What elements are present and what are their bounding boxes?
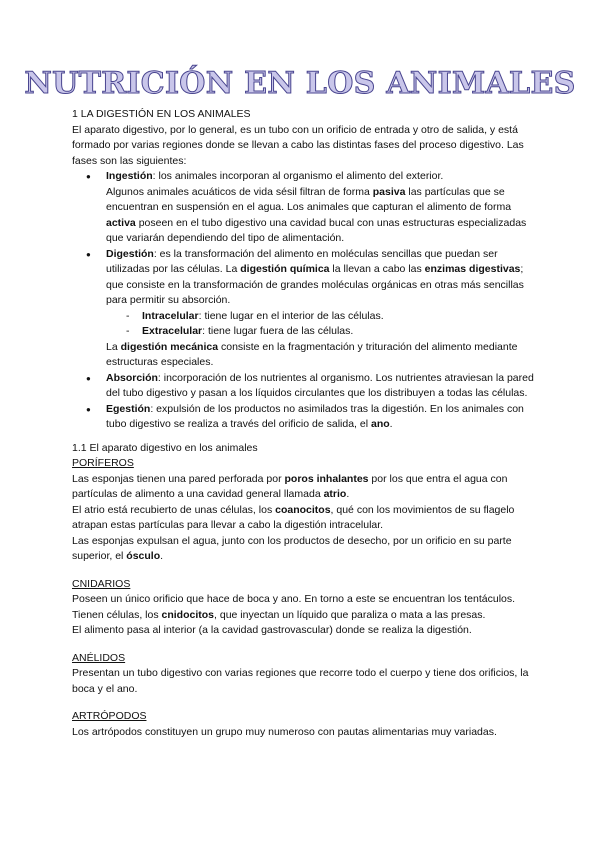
text: Poseen un único orificio que hace de boca y ano. En torno a este se encuentran los tentáculos. Tienen células, los <box>72 593 516 621</box>
cnidarios-paragraph-2: El alimento pasa al interior (a la cavidad gastrovascular) donde se realiza la digestión. <box>72 624 472 636</box>
term: Egestión <box>106 402 151 415</box>
section-heading: 1 LA DIGESTIÓN EN LOS ANIMALES <box>72 108 251 120</box>
text: : expulsión de los productos no asimilados tras la digestión. En los animales con tubo digestivo se realiza a través del orificio de salida, el <box>106 402 524 430</box>
text: , que inyectan un líquido que paraliza o mata a las presas. <box>214 608 486 621</box>
text: : tiene lugar fuera de las células. <box>202 325 354 337</box>
term: poros inhalantes <box>284 472 369 485</box>
subsection-heading: 1.1 El aparato digestivo en los animales <box>72 441 258 454</box>
intro-paragraph: El aparato digestivo, por lo general, es un tubo con un orificio de entrada y otro de salida, y está formado por varias regiones donde se llevan a cabo las distintas fases del proceso digestivo. Las fases son las siguientes: <box>72 123 524 167</box>
artropodos-heading: ARTRÓPODOS <box>72 710 147 722</box>
term: Extracelular <box>142 325 203 337</box>
term: coanocitos <box>275 503 331 516</box>
phase-absorcion <box>106 371 534 402</box>
type-intracelular <box>142 309 534 325</box>
type-extracelular <box>142 324 534 340</box>
text: consiste en la fragmentación y trituración del alimento mediante estructuras especiales. <box>106 340 518 368</box>
phase-egestion <box>106 402 534 433</box>
phase-digestion <box>106 247 534 371</box>
term: digestión química <box>240 263 330 275</box>
text: Las esponjas tienen una pared perforada por <box>72 472 285 485</box>
text: Las esponjas expulsan el agua, junto con los productos de desecho, por un orificio en su parte superior, el <box>72 534 512 562</box>
text: . <box>160 550 164 562</box>
anelidos-paragraph: Presentan un tubo digestivo con varias regiones que recorre todo el cuerpo y tiene dos orificios, la boca y el ano. <box>72 667 529 695</box>
text: las partículas que se encuentran en suspensión en el agua. Los animales que capturan el alimento de forma <box>106 185 512 213</box>
text: la llevan a cabo las <box>329 263 425 275</box>
term: pasiva <box>372 185 406 198</box>
text: : tiene lugar en el interior de las células. <box>198 309 384 322</box>
artropodos-paragraph: Los artrópodos constituyen un grupo muy numeroso con pautas alimentarias muy variadas. <box>72 725 497 738</box>
text: : es la transformación del alimento en moléculas sencillas que puedan ser utilizadas por las células. La <box>106 247 498 275</box>
text: por los que entra el agua con partículas de alimento a una cavidad general llamada <box>72 472 508 500</box>
poriferos-paragraph-2 <box>72 503 534 534</box>
term: enzimas digestivas <box>424 263 521 275</box>
term: Intracelular <box>142 309 199 322</box>
term: atrio <box>323 488 347 500</box>
anelidos-heading: ANÉLIDOS <box>72 651 126 664</box>
text: Algunos animales acuáticos de vida sésil filtran de forma <box>106 185 373 198</box>
term: Ingestión <box>106 170 153 182</box>
cnidarios-paragraph-1 <box>72 592 534 623</box>
phase-ingestion <box>106 169 534 247</box>
term: activa <box>106 216 136 229</box>
text: La <box>106 340 121 353</box>
text: El atrio está recubierto de unas células, los <box>72 503 276 516</box>
digestion-types-list <box>106 309 534 340</box>
term: cnidocitos <box>161 608 215 621</box>
term: Absorción <box>106 371 158 384</box>
term: ano <box>370 418 390 430</box>
text: . <box>389 418 393 430</box>
term: Digestión <box>106 247 154 260</box>
cnidarios-heading: CNIDARIOS <box>72 577 131 590</box>
text: : incorporación de los nutrientes al organismo. Los nutrientes atraviesan la pared del tubo digestivo y pasan a los líquidos circulantes que los distribuyen a todas las células. <box>106 371 534 399</box>
poriferos-heading: PORÍFEROS <box>72 457 134 469</box>
text: , qué con los movimientos de su flagelo atrapan estas partículas para llevar a cabo la digestión intracelular. <box>72 503 515 531</box>
phases-list <box>72 169 534 433</box>
text: ; que consiste en la transformación de grandes moléculas orgánicas en otras más sencillas para permitir su absorción. <box>106 263 524 306</box>
poriferos-paragraph-3 <box>72 534 534 565</box>
text: . <box>346 488 350 500</box>
poriferos-paragraph-1 <box>72 472 534 503</box>
term: ósculo <box>126 550 161 562</box>
term: digestión mecánica <box>120 340 219 353</box>
document-body <box>72 107 534 740</box>
text: poseen en el tubo digestivo una cavidad bucal con unas estructuras especializadas que variarán dependiendo del tipo de alimentación. <box>106 216 527 244</box>
page-title: NUTRICIÓN EN LOS ANIMALES <box>24 66 576 101</box>
text: : los animales incorporan al organismo el alimento del exterior. <box>152 170 444 182</box>
